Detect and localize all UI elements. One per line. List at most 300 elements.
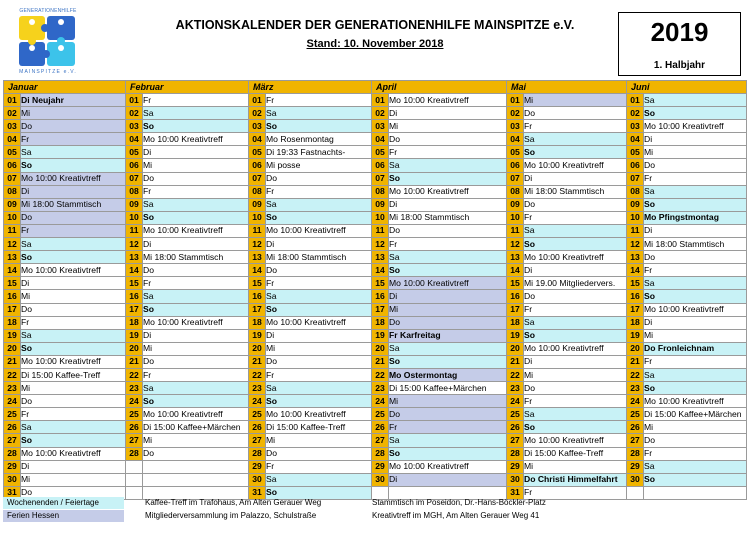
day-number: 27 <box>372 434 389 447</box>
day-entry: Fr <box>266 368 372 381</box>
legend-holiday-label: Ferien Hessen <box>7 511 60 520</box>
day-number: 22 <box>249 368 266 381</box>
calendar-row <box>4 251 747 264</box>
day-number: 26 <box>249 421 266 434</box>
day-number: 31 <box>249 486 266 499</box>
day-entry: So <box>143 303 249 316</box>
month-header: März <box>249 81 372 94</box>
day-entry: So <box>524 238 627 251</box>
day-number: 18 <box>249 316 266 329</box>
calendar-row <box>4 421 747 434</box>
day-number: 09 <box>372 198 389 211</box>
day-number: 01 <box>507 94 524 107</box>
organization-logo <box>11 8 85 78</box>
day-entry: Do <box>524 382 627 395</box>
day-entry: Mo 10:00 Kreativtreff <box>21 447 126 460</box>
day-entry: Sa <box>389 342 507 355</box>
legend-location-text: Kreativtreff im MGH, Am Alten Gerauer Weg 41 <box>372 511 540 520</box>
year-box <box>618 12 741 76</box>
day-entry: So <box>389 447 507 460</box>
day-number: 05 <box>627 146 644 159</box>
day-number: 09 <box>4 198 21 211</box>
day-entry: Mo 10:00 Kreativtreff <box>143 224 249 237</box>
calendar-row <box>4 303 747 316</box>
day-entry: Mi <box>644 421 747 434</box>
calendar-row <box>4 382 747 395</box>
day-entry: Sa <box>143 107 249 120</box>
day-number: 24 <box>627 395 644 408</box>
day-entry: Do <box>389 408 507 421</box>
day-number: 05 <box>372 146 389 159</box>
calendar-row <box>4 342 747 355</box>
day-entry: Mo 10:00 Kreativtreff <box>644 303 747 316</box>
day-number <box>126 473 143 486</box>
day-entry: Do <box>21 486 126 499</box>
day-entry: Mo 10:00 Kreativtreff <box>143 133 249 146</box>
day-number: 19 <box>4 329 21 342</box>
day-number: 05 <box>126 146 143 159</box>
day-entry: Fr <box>143 277 249 290</box>
day-number: 16 <box>627 290 644 303</box>
day-number: 10 <box>372 211 389 224</box>
day-entry: Do <box>389 133 507 146</box>
day-entry: Di <box>524 172 627 185</box>
day-number: 28 <box>126 447 143 460</box>
day-entry: Fr <box>143 368 249 381</box>
day-entry: Do <box>143 172 249 185</box>
day-entry: Fr <box>644 264 747 277</box>
day-entry: So <box>524 329 627 342</box>
day-number: 17 <box>126 303 143 316</box>
day-number: 26 <box>4 421 21 434</box>
month-header: Januar <box>4 81 126 94</box>
day-number: 12 <box>372 238 389 251</box>
day-entry: Sa <box>389 434 507 447</box>
day-number: 16 <box>126 290 143 303</box>
day-number <box>126 486 143 499</box>
day-entry: Sa <box>266 107 372 120</box>
day-number: 21 <box>249 355 266 368</box>
day-entry: Mi <box>266 434 372 447</box>
day-entry: Mi <box>21 290 126 303</box>
day-entry: Mi posse <box>266 159 372 172</box>
day-number: 04 <box>126 133 143 146</box>
legend-location-text: Mitgliederversammlung im Palazzo, Schulstraße <box>145 511 317 520</box>
day-number: 30 <box>627 473 644 486</box>
day-entry: Mi <box>524 368 627 381</box>
day-entry: Fr <box>389 421 507 434</box>
day-number: 26 <box>627 421 644 434</box>
day-number: 12 <box>126 238 143 251</box>
day-entry: Mo 10:00 Kreativtreff <box>143 408 249 421</box>
day-number: 09 <box>126 198 143 211</box>
calendar-row <box>4 133 747 146</box>
day-entry: Do <box>389 316 507 329</box>
day-number: 11 <box>627 224 644 237</box>
day-number: 03 <box>372 120 389 133</box>
legend-weekend-label: Wochenenden / Feiertage <box>7 498 99 507</box>
day-entry: Mi <box>143 159 249 172</box>
day-number: 16 <box>249 290 266 303</box>
day-number: 06 <box>372 159 389 172</box>
day-entry: So <box>644 290 747 303</box>
day-entry: Sa <box>644 185 747 198</box>
calendar-row <box>4 185 747 198</box>
day-entry: Sa <box>266 290 372 303</box>
day-entry: So <box>143 211 249 224</box>
day-entry: Sa <box>524 133 627 146</box>
day-number: 07 <box>507 172 524 185</box>
day-entry: Fr <box>266 94 372 107</box>
day-number: 29 <box>4 460 21 473</box>
day-number: 24 <box>507 395 524 408</box>
day-entry: Mo 10:00 Kreativtreff <box>266 316 372 329</box>
day-number: 16 <box>4 290 21 303</box>
day-entry: Mo 10:00 Kreativtreff <box>389 185 507 198</box>
day-number: 23 <box>4 382 21 395</box>
day-number: 19 <box>249 329 266 342</box>
day-entry: Sa <box>644 460 747 473</box>
day-number: 13 <box>627 251 644 264</box>
day-entry: Do Fronleichnam <box>644 342 747 355</box>
day-entry: Fr <box>266 277 372 290</box>
calendar-row <box>4 460 747 473</box>
day-number: 11 <box>507 224 524 237</box>
calendar-row <box>4 146 747 159</box>
day-number: 18 <box>627 316 644 329</box>
day-entry: So <box>143 395 249 408</box>
day-number: 13 <box>372 251 389 264</box>
day-number: 17 <box>627 303 644 316</box>
day-entry: So <box>644 107 747 120</box>
day-entry: Di <box>143 329 249 342</box>
day-entry: Do <box>21 120 126 133</box>
day-number: 21 <box>507 355 524 368</box>
day-entry: Mo 10:00 Kreativtreff <box>524 251 627 264</box>
day-number: 21 <box>4 355 21 368</box>
day-number: 11 <box>372 224 389 237</box>
year-label: 2019 <box>650 17 709 47</box>
day-number: 09 <box>249 198 266 211</box>
day-number: 03 <box>126 120 143 133</box>
day-number: 29 <box>627 460 644 473</box>
day-number: 10 <box>4 211 21 224</box>
day-number: 21 <box>627 355 644 368</box>
calendar-row <box>4 172 747 185</box>
day-number: 13 <box>4 251 21 264</box>
day-number: 09 <box>627 198 644 211</box>
calendar-row <box>4 211 747 224</box>
day-number: 23 <box>249 382 266 395</box>
day-number: 14 <box>249 264 266 277</box>
day-entry: Mo Rosenmontag <box>266 133 372 146</box>
day-entry: Mi 18:00 Stammtisch <box>266 251 372 264</box>
day-number: 07 <box>627 172 644 185</box>
day-entry: Sa <box>266 382 372 395</box>
day-entry: So <box>389 264 507 277</box>
day-number: 08 <box>4 185 21 198</box>
day-entry: Do <box>266 447 372 460</box>
day-number: 12 <box>507 238 524 251</box>
day-number: 29 <box>249 460 266 473</box>
day-entry: Mo 10:00 Kreativtreff <box>389 460 507 473</box>
day-entry: Do <box>644 159 747 172</box>
day-entry: Mi <box>644 146 747 159</box>
half-year-label: 1. Halbjahr <box>653 60 706 71</box>
day-number: 01 <box>126 94 143 107</box>
day-entry: Sa <box>524 224 627 237</box>
day-number: 13 <box>507 251 524 264</box>
calendar-row <box>4 447 747 460</box>
day-entry: So <box>389 355 507 368</box>
calendar-row <box>4 238 747 251</box>
day-entry: Di <box>389 473 507 486</box>
day-number: 26 <box>126 421 143 434</box>
day-number <box>627 486 644 499</box>
day-entry: Sa <box>644 277 747 290</box>
day-number: 06 <box>507 159 524 172</box>
day-number: 07 <box>249 172 266 185</box>
day-number: 28 <box>372 447 389 460</box>
day-number: 04 <box>627 133 644 146</box>
day-entry: Mo 10:00 Kreativtreff <box>266 224 372 237</box>
day-number: 31 <box>507 486 524 499</box>
day-number: 24 <box>249 395 266 408</box>
day-number: 14 <box>627 264 644 277</box>
day-entry: Di <box>21 185 126 198</box>
day-entry: Di <box>143 146 249 159</box>
day-entry: Mo 10:00 Kreativtreff <box>266 408 372 421</box>
day-entry: Di <box>389 290 507 303</box>
day-number: 03 <box>507 120 524 133</box>
day-number: 24 <box>4 395 21 408</box>
day-number: 28 <box>249 447 266 460</box>
day-entry: Fr <box>644 172 747 185</box>
day-entry: Mo 10:00 Kreativtreff <box>21 264 126 277</box>
day-number: 05 <box>4 146 21 159</box>
day-number: 23 <box>507 382 524 395</box>
day-number: 28 <box>4 447 21 460</box>
day-entry: Do <box>266 264 372 277</box>
calendar-table <box>3 80 747 500</box>
day-entry: Mi <box>389 395 507 408</box>
day-entry: So <box>143 120 249 133</box>
day-number: 27 <box>4 434 21 447</box>
calendar-row <box>4 368 747 381</box>
day-entry: Fr <box>524 395 627 408</box>
day-number: 14 <box>4 264 21 277</box>
day-entry: Fr <box>524 303 627 316</box>
day-number: 22 <box>4 368 21 381</box>
day-number: 27 <box>627 434 644 447</box>
day-number: 10 <box>126 211 143 224</box>
day-number: 30 <box>249 473 266 486</box>
day-entry: Di <box>266 238 372 251</box>
day-entry: Mi <box>524 460 627 473</box>
day-entry: Fr <box>644 447 747 460</box>
day-number: 04 <box>4 133 21 146</box>
day-entry: Sa <box>21 238 126 251</box>
day-entry: Sa <box>143 382 249 395</box>
day-number: 25 <box>4 408 21 421</box>
day-number: 03 <box>4 120 21 133</box>
day-number: 12 <box>249 238 266 251</box>
day-entry: Mo Pfingstmontag <box>644 211 747 224</box>
day-number: 02 <box>4 107 21 120</box>
day-entry: Sa <box>524 408 627 421</box>
day-entry: Di <box>21 277 126 290</box>
day-entry: Di <box>389 198 507 211</box>
day-number: 17 <box>372 303 389 316</box>
calendar-row <box>4 434 747 447</box>
day-entry: Mo 10:00 Kreativtreff <box>644 395 747 408</box>
day-entry: Di <box>21 460 126 473</box>
day-number: 19 <box>372 329 389 342</box>
day-number: 15 <box>372 277 389 290</box>
day-number <box>126 460 143 473</box>
day-number: 20 <box>372 342 389 355</box>
day-entry: Sa <box>143 290 249 303</box>
day-entry: Sa <box>21 421 126 434</box>
day-number: 06 <box>4 159 21 172</box>
day-entry: Mi <box>143 434 249 447</box>
day-entry: Sa <box>524 316 627 329</box>
day-entry: Sa <box>389 159 507 172</box>
day-entry: Di <box>143 238 249 251</box>
calendar-body <box>4 94 747 500</box>
day-entry: Sa <box>266 473 372 486</box>
day-number: 17 <box>507 303 524 316</box>
day-entry: Do <box>266 355 372 368</box>
calendar-row <box>4 224 747 237</box>
day-number: 29 <box>372 460 389 473</box>
month-header-row <box>4 81 747 94</box>
day-entry: Fr <box>524 120 627 133</box>
day-number: 22 <box>372 368 389 381</box>
day-number: 16 <box>372 290 389 303</box>
day-entry: Di <box>644 224 747 237</box>
month-header: April <box>372 81 507 94</box>
day-entry: Sa <box>21 329 126 342</box>
day-number: 30 <box>507 473 524 486</box>
day-entry: Mo 10:00 Kreativtreff <box>21 172 126 185</box>
day-number: 27 <box>249 434 266 447</box>
day-entry: Fr <box>143 94 249 107</box>
day-number: 14 <box>372 264 389 277</box>
day-entry: Do <box>143 447 249 460</box>
day-number: 04 <box>372 133 389 146</box>
day-number: 31 <box>4 486 21 499</box>
day-entry: Sa <box>389 251 507 264</box>
day-number: 20 <box>126 342 143 355</box>
day-number: 09 <box>507 198 524 211</box>
day-number: 17 <box>4 303 21 316</box>
calendar-row <box>4 408 747 421</box>
day-entry: Mo 10:00 Kreativtreff <box>524 342 627 355</box>
day-number: 07 <box>126 172 143 185</box>
day-entry: Fr <box>644 355 747 368</box>
day-entry: So <box>644 473 747 486</box>
day-entry: Di 15:00 Kaffee+Märchen <box>143 421 249 434</box>
day-entry: Mo 10:00 Kreativtreff <box>524 434 627 447</box>
day-entry: Di <box>644 133 747 146</box>
legend-location-text: Kaffee-Treff im Trafohaus, Am Alten Gerauer Weg <box>145 498 322 507</box>
day-entry: Do <box>644 434 747 447</box>
day-entry: Di 19:33 Fastnachts- <box>266 146 372 159</box>
day-number: 15 <box>507 277 524 290</box>
day-number: 27 <box>507 434 524 447</box>
day-number: 06 <box>249 159 266 172</box>
day-entry: Mi 18:00 Stammtisch <box>143 251 249 264</box>
day-entry: Fr <box>21 224 126 237</box>
day-number: 08 <box>507 185 524 198</box>
day-entry: Do <box>21 211 126 224</box>
day-entry: Di 15:00 Kaffee+Märchen <box>644 408 747 421</box>
day-number: 11 <box>249 224 266 237</box>
day-entry: Di <box>644 316 747 329</box>
day-entry: Sa <box>644 94 747 107</box>
day-entry: Mo Ostermontag <box>389 368 507 381</box>
day-entry: Sa <box>266 198 372 211</box>
day-entry: Fr <box>524 211 627 224</box>
puzzle-people-icon <box>11 8 85 78</box>
day-entry: Fr <box>389 238 507 251</box>
day-entry: Mi <box>21 382 126 395</box>
day-entry: So <box>524 146 627 159</box>
month-header: Mai <box>507 81 627 94</box>
day-number: 24 <box>126 395 143 408</box>
day-entry: Mi <box>143 342 249 355</box>
day-entry: Fr <box>266 185 372 198</box>
day-number: 08 <box>249 185 266 198</box>
calendar-row <box>4 107 747 120</box>
day-entry: Mi <box>524 94 627 107</box>
day-number: 28 <box>507 447 524 460</box>
day-entry: Mo 10:00 Kreativtreff <box>389 277 507 290</box>
day-entry: So <box>266 395 372 408</box>
day-number: 18 <box>126 316 143 329</box>
day-number: 07 <box>372 172 389 185</box>
calendar-row <box>4 120 747 133</box>
day-number: 02 <box>372 107 389 120</box>
calendar-row <box>4 355 747 368</box>
calendar-row <box>4 473 747 486</box>
day-entry: Sa <box>644 368 747 381</box>
logo-top-text: GENERATIONENHILFE <box>19 8 77 14</box>
day-number: 03 <box>627 120 644 133</box>
month-header: Februar <box>126 81 249 94</box>
day-entry: Do <box>524 107 627 120</box>
day-number: 10 <box>249 211 266 224</box>
day-entry: Mi 18:00 Stammtisch <box>21 198 126 211</box>
day-entry: Di Neujahr <box>21 94 126 107</box>
day-entry: Do <box>524 290 627 303</box>
calendar-row <box>4 264 747 277</box>
day-number: 10 <box>627 211 644 224</box>
day-number: 23 <box>126 382 143 395</box>
day-entry <box>644 486 747 499</box>
day-entry: Fr <box>21 408 126 421</box>
day-entry: Mi <box>21 473 126 486</box>
day-number: 05 <box>249 146 266 159</box>
day-number: 22 <box>126 368 143 381</box>
day-entry: Di <box>524 264 627 277</box>
day-entry: Do <box>389 224 507 237</box>
day-number: 19 <box>126 329 143 342</box>
page-subtitle <box>140 38 610 50</box>
day-entry: So <box>21 159 126 172</box>
day-entry: Do <box>143 355 249 368</box>
